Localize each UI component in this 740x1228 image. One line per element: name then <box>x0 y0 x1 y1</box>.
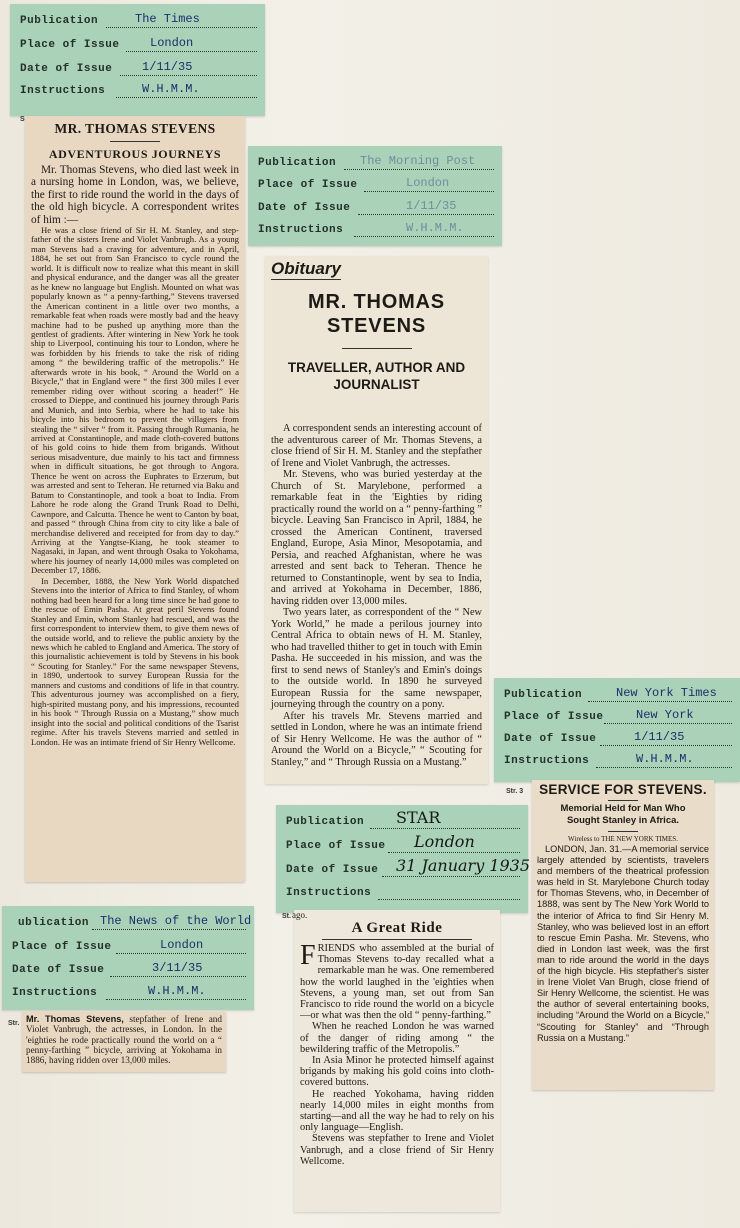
article-body: LONDON, Jan. 31.—A memorial service largely attended by scientists, travelers and members of the theatrical profession was held in St. Marylebone Church today for Thomas Stevens, who, in December of 1888, was sent by The New York World to the interior of Africa to find Sir Henry M. Stanley, who was believed lost in an effort to rescue Emin Pasha. Mr. Stevens, who died in London last week, was the first man to ride around the world in the days of the high bicycle. His stepfather's sister in Irene Violet Van Brugh, close friend of Sir Henry Wellcome, the scientist. He was the author of several entertaining books, including “Around the World on a Bicycle,” “Scouting for Stanley” and “Through Russia on a Mustang.” <box>537 844 709 1043</box>
slip-morning-post <box>248 146 502 246</box>
slip-star <box>276 805 531 913</box>
place-label: Place of Issue <box>286 840 386 852</box>
article-intro: Mr. Thomas Stevens, who died last week in a nursing home in London, was, we believe, the first to ride round the world in the days of the old high bicycle. A correspondent writes of him :— <box>31 164 239 226</box>
instructions-value: W.H.M.M. <box>148 984 206 998</box>
publication-label: Publication <box>20 15 99 27</box>
instructions-value: W.H.M.M. <box>636 752 694 766</box>
publication-label: Publication <box>286 816 365 828</box>
slip-the-times <box>10 4 265 116</box>
obituary-heading: Obituary <box>271 259 341 278</box>
date-label: Date of Issue <box>12 964 105 976</box>
date-value: 31 January 1935 <box>396 856 531 875</box>
article-body: RIENDS who assembled at the burial of Thomas Stevens to-day recalled what a remarkable man he was. One remembered how the world laughed in the 'eighties when Stevens, a young man, set out from San Francisco to ride round the world on a bicycle—or what was then the old “ penny-farthing.” <box>300 943 494 1022</box>
instructions-value: W.H.M.M. <box>142 82 200 96</box>
place-label: Place of Issue <box>258 179 358 191</box>
clipping-news-of-the-world <box>22 1012 226 1072</box>
article-title: A Great Ride <box>351 920 443 936</box>
place-label: Place of Issue <box>12 941 112 953</box>
date-label: Date of Issue <box>20 63 113 75</box>
article-body-first <box>300 940 494 1022</box>
place-value: London <box>406 176 450 190</box>
article-body-block <box>22 1012 226 1065</box>
article-body: In Asia Minor he protected himself against brigands by making his gold coins into cloth-covered buttons. <box>300 1055 494 1089</box>
stamp: St. <box>282 913 291 920</box>
article-body: Two years later, as correspondent of the “ New York World,” he made a perilous journey into Central Africa to obtain news of H. M. Stanley, who had travelled thither to get in touch with Emin Pasha. He succeeded in his mission, and was the first to send news of Stanley's and Emin's doings to the outside world. In 1890 he surveyed European Russia for the same newspaper, journeying through the country on a pony. <box>271 607 482 710</box>
instructions-label: Instructions <box>504 755 590 767</box>
place-value: London <box>160 938 204 952</box>
instructions-label: Instructions <box>258 224 344 236</box>
date-value: 1/11/35 <box>634 730 685 744</box>
article-body: Mr. Stevens, who was buried yesterday at the Church of St. Marylebone, performed a remarkable feat in the 'Eighties by riding practically round the world on a “ penny-farthing ” bicycle. Leaving San Francisco in April, 1884, he crossed the American Continent, traversed England, Europe, Asia Minor, Mesopotamia, and Persia, and reached Afghanistan, where he was arrested and sent back to Teheran. Thence he returned to Constantinople, went by sea to India, and arrived at Yokohama in December, 1886, having ridden over 13,000 miles. <box>271 469 482 607</box>
clipping-morning-post <box>265 256 488 784</box>
clipping-star <box>294 910 500 1212</box>
instructions-label: Instructions <box>20 85 106 97</box>
stamp: Str. 3 <box>506 788 524 795</box>
clipping-times <box>25 116 245 882</box>
article-lead: Mr. Thomas Stevens, <box>26 1014 124 1024</box>
publication-value: The News of the World <box>100 914 252 928</box>
article-body: A correspondent sends an interesting account of the adventurous career of Mr. Thomas Stevens, a close friend of Sir H. M. Stanley and the stepfather of Irene and Violet Vanbrugh, the actresses. <box>271 423 482 469</box>
article-body: He reached Yokohama, having ridden nearly 14,000 miles in eight months from starting—and all the way he had to rely on his only language—English. <box>300 1088 494 1134</box>
date-label: Date of Issue <box>258 202 351 214</box>
article-body: Stevens was stepfather to Irene and Violet Vanbrugh, and a close friend of Sir Henry Wellcome. <box>300 1133 494 1167</box>
article-subtitle: TRAVELLER, AUTHOR AND JOURNALIST <box>287 360 466 392</box>
article-body: In December, 1888, the New York World dispatched Stevens into the interior of Africa to find Stanley, of whom nothing had been heard for a long time since he had gone to the rescue of Emin Pasha. At great peril Stevens found Stanley and Emin, whom Stanley had rescued, and was the first correspondent to interview them, to give them news of the outside world, and to relieve the public anxiety by the news which he cabled to England and America. The story of this journalistic achievement is told by Stevens in his book “ Scouting for Stanley.” For the same newspaper Stevens, in 1890, undertook to survey European Russia for the manners and customs and conditions of life in that country. This adventurous journey was accomplished on a fiery, high-spirited mustang pony, and his impressions, recounted in his book “ Through Russia on a Mustang,” show much insight into the social and political conditions of the Tsarist regime. After his travels Stevens married and settled in London. He was an intimate friend of Sir Henry Wellcome. <box>31 575 239 747</box>
article-subtitle: ADVENTUROUS JOURNEYS <box>48 147 222 161</box>
instructions-label: Instructions <box>286 887 372 899</box>
publication-value: STAR <box>396 808 441 827</box>
stamp: Str. <box>8 1020 20 1027</box>
place-value: New York <box>636 708 694 722</box>
publication-value: The Times <box>135 12 200 26</box>
publication-label: ublication <box>18 917 90 929</box>
drop-cap: F <box>300 940 316 971</box>
article-body: stepfather of Irene and Violet Vanbrugh, the actresses, in London. In the 'eighties he rode practically round the world on a “ penny-farthing ” bicycle, arriving at Yokohama in 1886, having ridden over 13,000 miles. <box>26 1014 222 1066</box>
article-body: After his travels Mr. Stevens married and settled in London, where he was an intimate friend of Sir Henry Wellcome. He was the author of “ Around the World on a Bicycle,” “ Scouting for Stanley,” and “ Through Russia on a Mustang.” <box>271 710 482 768</box>
instructions-label: Instructions <box>12 987 98 999</box>
date-label: Date of Issue <box>504 733 597 745</box>
article-body: When he reached London he was warned of the danger of riding among “ the bewildering traffic of the Metropolis.” <box>300 1021 494 1055</box>
place-label: Place of Issue <box>504 711 604 723</box>
place-label: Place of Issue <box>20 39 120 51</box>
slip-new-york-times <box>494 678 740 782</box>
clipping-new-york-times <box>532 780 714 1090</box>
article-body: He was a close friend of Sir H. M. Stanley, and step-father of the sisters Irene and Violet Vanbrugh. As a young man Stevens had a craving for adventure, and in April, 1884, he set out from San Francisco to cycle round the world. It is difficult now to realize what this meant in skill and physical endurance, and the danger was all the greater as he knew no language but English. Mounted on what was popularly known as “ a penny-farthing,” Stevens traversed the American continent in a little over two months, a remarkable feat when roads were mostly bad and the heavy machine had to be pushed up anything more than the gentlest of gradients. After wintering in New York he took ship to Liverpool, continuing his tour to London, where he was forbidden by his friends to take the risk of riding among “ the bewildering traffic of the metropolis.” He afterwards wrote in his book, “ Around the World on a Bicycle,” that in England were “ the first 300 miles I ever remember riding over without scoring a header!” He crossed to Dieppe, and continued his journey through Paris and Munich, and into Serbia, where he had to take his bicycle into his bedroom to prevent the villagers from stealing the “ silver ” from it. Passing through Rumania, he arrived at Constantinople, and made cloth-covered buttons of his gold coins to hide them from brigands. Without serious misadventure, due mainly to his tact and firmness when in difficult situations, he got through to Angora. Thence he went on across the Euphrates to Erzerum, but was arrested and sent to Teheran. He returned via Baku and Batum to Constantinople, and took a boat to India. From Lahore he rode along the Grand Trunk Road to Delhi, Cawnpore, and Calcutta. Thence he went to Canton by boat, and passed “ through China from city to city like a bale of merchandise delivered and receipted for from day to day.” Arriving at the Yangtse-Kiang, he took steamer to Nagasaki, in Japan, and went through Osaka to Yokohama, where his journey of nearly 14,000 miles was completed on December 17, 1886. <box>31 225 239 576</box>
publication-label: Publication <box>258 157 337 169</box>
date-label: Date of Issue <box>286 864 379 876</box>
date-value: 1/11/35 <box>406 199 457 213</box>
publication-value: New York Times <box>616 686 717 700</box>
place-value: London <box>150 36 194 50</box>
instructions-value: W.H.M.M. <box>406 221 464 235</box>
publication-label: Publication <box>504 689 583 701</box>
article-title: SERVICE FOR STEVENS. <box>539 782 707 797</box>
slip-news-of-the-world <box>2 906 254 1010</box>
prefix-text: ago. <box>292 910 308 920</box>
date-value: 1/11/35 <box>142 60 193 74</box>
stamp: S <box>20 116 25 123</box>
article-subtitle: Memorial Held for Man Who Sought Stanley in Africa. <box>560 803 686 826</box>
publication-value: The Morning Post <box>360 154 476 168</box>
date-value: 3/11/35 <box>152 961 203 975</box>
article-title: MR. THOMAS STEVENS <box>54 121 216 136</box>
wireless-credit: Wireless to THE NEW YORK TIMES. <box>568 835 678 843</box>
article-title: MR. THOMAS STEVENS <box>308 291 445 337</box>
place-value: London <box>414 832 475 851</box>
